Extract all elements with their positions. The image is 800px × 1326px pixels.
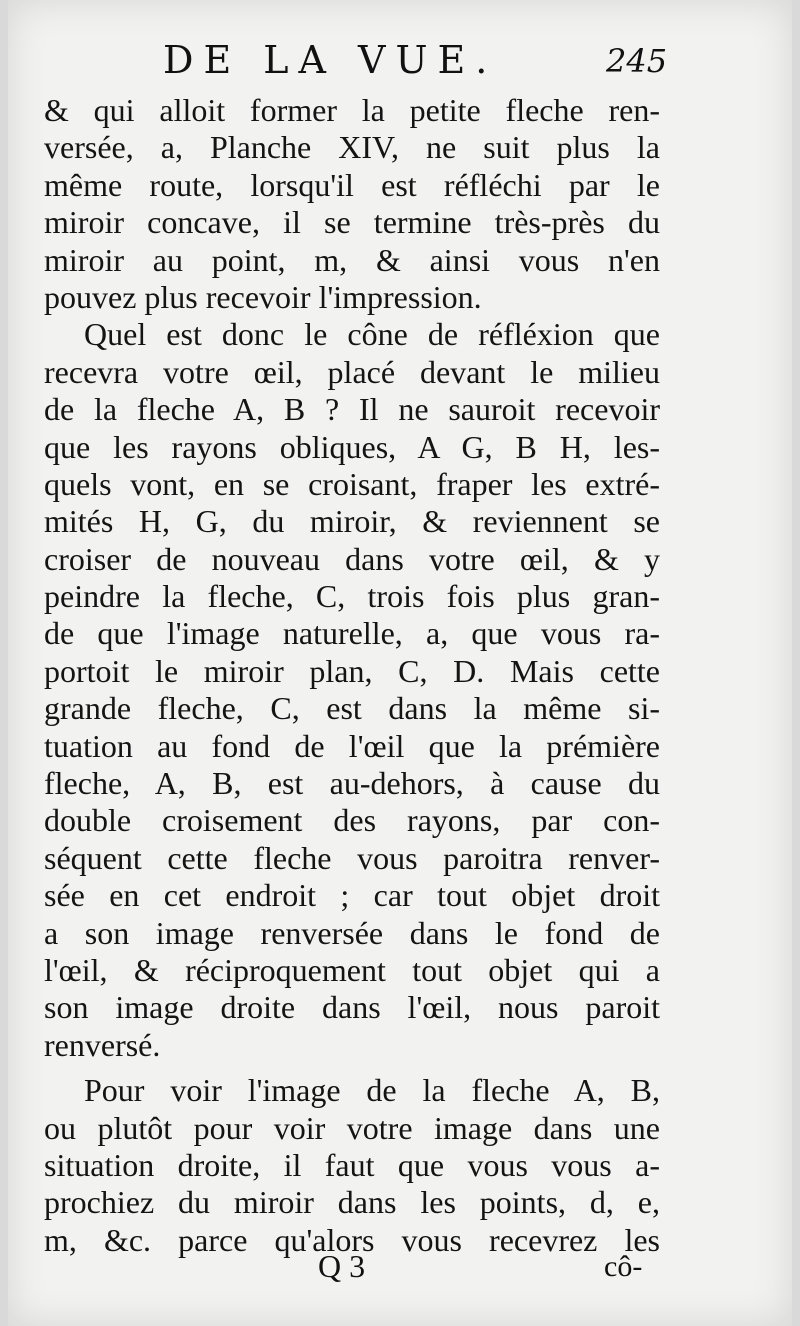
text-line: portoit le miroir plan, C, D. Mais cette xyxy=(44,652,660,689)
text-line: sée en cet endroit ; car tout objet droit xyxy=(44,877,660,914)
text-line: de que l'image naturelle, a, que vous ra- xyxy=(44,615,660,652)
text-line: a son image renversée dans le fond de xyxy=(44,914,660,951)
text-line: tuation au fond de l'œil que la prémière xyxy=(44,727,660,764)
paragraph-gap xyxy=(44,1064,660,1072)
text-line: de la fleche A, B ? Il ne sauroit recevoir xyxy=(44,391,660,428)
signature-mark: Q 3 xyxy=(318,1248,366,1284)
text-line: croiser de nouveau dans votre œil, & y xyxy=(44,540,660,577)
text-line: Pour voir l'image de la fleche A, B, xyxy=(84,1072,660,1109)
page-number: 245 xyxy=(606,42,668,80)
text-line: situation droite, il faut que vous vous a- xyxy=(44,1146,660,1183)
body-text xyxy=(44,92,660,1259)
paragraph-2 xyxy=(44,316,660,1064)
paragraph-1 xyxy=(44,92,660,316)
text-line: double croisement des rayons, par con- xyxy=(44,802,660,839)
text-line: miroir concave, il se termine très-près du xyxy=(44,204,660,241)
running-title: DE LA VUE. xyxy=(163,38,498,82)
text-line: prochiez du miroir dans les points, d, e, xyxy=(44,1184,660,1221)
text-line: ou plutôt pour voir votre image dans une xyxy=(44,1109,660,1146)
text-line: que les rayons obliques, A G, B H, les- xyxy=(44,428,660,465)
catchword: cô- xyxy=(604,1250,643,1283)
text-line: m, &c. parce qu'alors vous recevrez les xyxy=(44,1221,660,1258)
page-footer xyxy=(8,1248,792,1294)
text-line: versée, a, Planche XIV, ne suit plus la xyxy=(44,129,660,166)
text-line: l'œil, & réciproquement tout objet qui a xyxy=(44,951,660,988)
text-line: mités H, G, du miroir, & reviennent se xyxy=(44,503,660,540)
text-line: pouvez plus recevoir l'impression. xyxy=(44,278,482,315)
page-header xyxy=(8,38,792,86)
text-line: quels vont, en se croisant, fraper les extré- xyxy=(44,465,660,502)
text-line: renversé. xyxy=(44,1026,161,1063)
text-line: peindre la fleche, C, trois fois plus gran- xyxy=(44,578,660,615)
text-line: même route, lorsqu'il est réfléchi par le xyxy=(44,166,660,203)
book-page xyxy=(8,0,792,1326)
text-line: recevra votre œil, placé devant le milieu xyxy=(44,353,660,390)
text-line: & qui alloit former la petite fleche ren- xyxy=(44,92,660,128)
text-line: fleche, A, B, est au-dehors, à cause du xyxy=(44,765,660,802)
text-line: séquent cette fleche vous paroitra renver- xyxy=(44,839,660,876)
text-line: son image droite dans l'œil, nous paroit xyxy=(44,989,660,1026)
paragraph-3 xyxy=(44,1072,660,1259)
text-line: miroir au point, m, & ainsi vous n'en xyxy=(44,241,660,278)
text-line: Quel est donc le cône de réfléxion que xyxy=(84,316,660,353)
text-line: grande fleche, C, est dans la même si- xyxy=(44,690,660,727)
